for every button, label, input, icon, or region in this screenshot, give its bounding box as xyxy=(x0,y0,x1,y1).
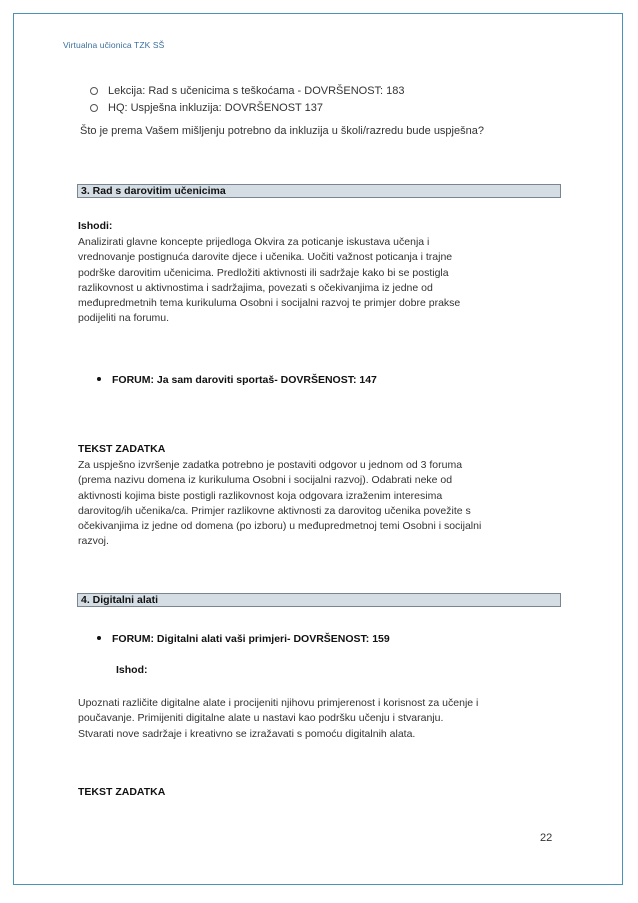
text-line: poučavanje. Primijeniti digitalne alate u nastavi kao podršku učenju i stvaranju. xyxy=(78,712,444,725)
text-line: Upoznati različite digitalne alate i procijeniti njihovu primjerenost i korisnost za učenje i xyxy=(78,697,479,709)
outcome-heading: Ishod: xyxy=(116,664,148,676)
task-heading: TEKST ZADATKA xyxy=(78,786,166,798)
outcomes-paragraph xyxy=(78,235,564,327)
circle-bullet-icon xyxy=(90,104,98,112)
text-line: Za uspješno izvršenje zadatka potrebno je postaviti odgovor u jednom od 3 foruma xyxy=(78,459,463,471)
lesson-item-text: HQ: Uspješna inkluzija: DOVRŠENOST 137 xyxy=(108,102,323,114)
task-heading: TEKST ZADATKA xyxy=(78,443,166,455)
text-line: darovitog/ih učenika/ca. Primjer razlikovne aktivnosti za darovitog učenika povežite s xyxy=(78,504,471,517)
section-heading-4: 4. Digitalni alati xyxy=(77,593,561,607)
running-header: Virtualna učionica TZK SŠ xyxy=(63,40,165,50)
forum-link-text: FORUM: Digitalni alati vaši primjeri- DOVRŠENOST: 159 xyxy=(112,633,390,645)
forum-bullet-item xyxy=(97,633,390,645)
bullet-dot-icon xyxy=(97,636,101,640)
lesson-list xyxy=(90,85,405,119)
text-line: aktivnosti kojima biste postigli razlikovnost koja odgovara izraženim interesima xyxy=(78,489,443,502)
lesson-item-text: Lekcija: Rad s učenicima s teškoćama - DOVRŠENOST: 183 xyxy=(108,85,405,97)
text-line: razvoj. xyxy=(78,535,109,548)
text-line: međupredmetnih tema kurikuluma Osobni i socijalni razvoj te primjer dobre prakse xyxy=(78,297,461,310)
page-number: 22 xyxy=(540,832,553,844)
text-line: podrške darovitim učenicima. Predložiti aktivnosti ili sadržaje kako bi se postigla xyxy=(78,266,449,279)
task-paragraph xyxy=(78,458,564,550)
inclusion-question: Što je prema Vašem mišljenju potrebno da inkluzija u školi/razredu bude uspješna? xyxy=(80,125,484,137)
text-line: podijeliti na forumu. xyxy=(78,312,170,325)
list-item xyxy=(90,85,405,97)
outcome-paragraph xyxy=(78,696,564,742)
text-line: Stvarati nove sadržaje i kreativno se izražavati s pomoću digitalnih alata. xyxy=(78,727,416,740)
text-line: Analizirati glavne koncepte prijedloga Okvira za poticanje iskustava učenja i xyxy=(78,236,430,248)
list-item xyxy=(90,102,405,114)
forum-bullet-item xyxy=(97,374,377,386)
circle-bullet-icon xyxy=(90,87,98,95)
text-line: (prema nazivu domena iz kurikuluma Osobni i socijalni razvoj). Odabrati neke od xyxy=(78,474,453,487)
section-heading-3: 3. Rad s darovitim učenicima xyxy=(77,184,561,198)
text-line: očekivanjima iz jedne od domena (po izboru) u međupredmetnoj temi Osobni i socijalni xyxy=(78,520,482,533)
text-line: razlikovnost u aktivnostima i sadržajima, povezati s očekivanjima iz jedne od xyxy=(78,281,433,294)
text-line: vrednovanje postignuća darovite djece i učenika. Uočiti važnost poticanja i trajne xyxy=(78,251,453,264)
outcomes-heading: Ishodi: xyxy=(78,220,113,232)
bullet-dot-icon xyxy=(97,377,101,381)
forum-link-text: FORUM: Ja sam daroviti sportaš- DOVRŠENOST: 147 xyxy=(112,374,377,386)
